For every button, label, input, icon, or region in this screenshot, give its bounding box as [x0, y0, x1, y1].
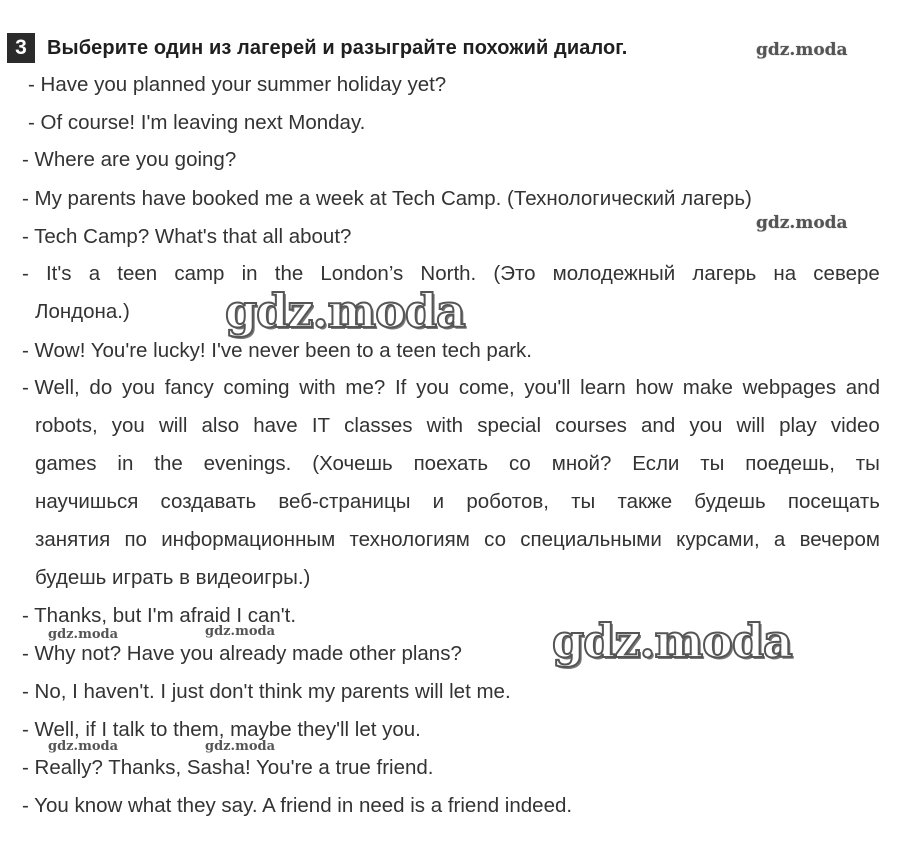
word: - Well, — [22, 376, 80, 399]
word: а — [773, 528, 786, 551]
dialogue-line-justified — [35, 490, 880, 514]
word: and — [845, 376, 880, 399]
word: camp — [174, 262, 225, 285]
word: you'll — [524, 376, 571, 399]
dialogue-line: - Where are you going? — [22, 148, 237, 171]
dialogue-line: - My parents have booked me a week at Tech Camp. (Технологический лагерь) — [22, 187, 752, 210]
dialogue-line-justified — [35, 452, 880, 476]
word: If — [394, 376, 407, 399]
word: with — [299, 376, 336, 399]
word: курсами, — [676, 528, 760, 551]
task-title: Выберите один из лагерей и разыграйте похожий диалог. — [47, 36, 628, 59]
word: веб-страницы — [278, 490, 411, 513]
word: also — [201, 414, 240, 437]
word: learn — [580, 376, 626, 399]
word: также — [617, 490, 673, 513]
word: занятия — [35, 528, 111, 551]
task-number-badge: 3 — [7, 33, 35, 63]
word: создавать — [160, 490, 257, 513]
dialogue-line: Лондона.) — [35, 300, 130, 323]
dialogue-line: - You know what they say. A friend in need is a friend indeed. — [22, 794, 573, 817]
word: Если — [632, 452, 680, 475]
word: you — [121, 376, 155, 399]
watermark: gdz.moda — [756, 213, 848, 233]
word: you — [689, 414, 723, 437]
dialogue-line: - Tech Camp? What's that all about? — [22, 225, 352, 248]
dialogue-line: - Thanks, but I'm afraid I can't. — [22, 604, 297, 627]
word: make — [682, 376, 733, 399]
word: и — [432, 490, 445, 513]
word: научишься — [35, 490, 139, 513]
word: special — [477, 414, 542, 437]
word: coming — [223, 376, 290, 399]
word: the — [274, 262, 304, 285]
dialogue-line: - Have you planned your summer holiday yet? — [28, 73, 447, 96]
watermark: gdz.moda — [225, 284, 465, 338]
word: IT — [311, 414, 331, 437]
word: со — [484, 528, 506, 551]
dialogue-line: - Wow! You're lucky! I've never been to a teen tech park. — [22, 339, 532, 362]
word: London’s — [320, 262, 404, 285]
dialogue-line: - Really? Thanks, Sasha! You're a true friend. — [22, 756, 434, 779]
dialogue-line: - Well, if I talk to them, maybe they'll let you. — [22, 718, 421, 741]
word: in — [117, 452, 134, 475]
word: на — [773, 262, 797, 285]
word: you — [416, 376, 450, 399]
watermark: gdz.moda — [48, 627, 119, 642]
word: поехать — [413, 452, 489, 475]
word: ты — [700, 452, 725, 475]
word: teen — [117, 262, 158, 285]
watermark: gdz.moda — [756, 40, 848, 60]
word: you — [111, 414, 145, 437]
word: and — [641, 414, 676, 437]
dialogue-line: - Of course! I'm leaving next Monday. — [28, 111, 366, 134]
word: fancy — [164, 376, 214, 399]
word: (Это — [493, 262, 536, 285]
word: evenings. — [203, 452, 292, 475]
watermark: gdz.moda — [552, 614, 792, 668]
dialogue-line: будешь играть в видеоигры.) — [35, 566, 311, 589]
watermark: gdz.moda — [48, 739, 119, 754]
task-header — [7, 31, 627, 65]
watermark: gdz.moda — [205, 739, 276, 754]
word: технологиям — [349, 528, 470, 551]
word: лагерь — [692, 262, 757, 285]
word: will — [736, 414, 765, 437]
word: ты — [855, 452, 880, 475]
word: play — [779, 414, 817, 437]
word: me? — [345, 376, 386, 399]
word: информационным — [161, 528, 336, 551]
word: webpages — [742, 376, 837, 399]
word: have — [253, 414, 298, 437]
word: classes — [344, 414, 413, 437]
dialogue-line: - Why not? Have you already made other plans? — [22, 642, 462, 665]
dialogue-line-justified — [35, 528, 880, 552]
word: North. — [420, 262, 477, 285]
word: robots, — [35, 414, 98, 437]
dialogue-line-justified — [35, 414, 880, 438]
word: games — [35, 452, 97, 475]
word: специальными — [520, 528, 662, 551]
word: мной? — [551, 452, 612, 475]
word: роботов, — [466, 490, 549, 513]
word: ты — [571, 490, 596, 513]
word: будешь — [694, 490, 766, 513]
word: will — [158, 414, 188, 437]
word: a — [88, 262, 101, 285]
word: come, — [458, 376, 515, 399]
word: with — [426, 414, 464, 437]
word: how — [635, 376, 674, 399]
word: courses — [555, 414, 627, 437]
word: It's — [45, 262, 72, 285]
word: do — [89, 376, 113, 399]
word: the — [154, 452, 183, 475]
dialogue-line-justified — [22, 376, 880, 400]
word: молодежный — [552, 262, 676, 285]
word: (Хочешь — [312, 452, 393, 475]
word: поедешь, — [745, 452, 835, 475]
word: - — [22, 262, 29, 285]
word: посещать — [787, 490, 880, 513]
word: севере — [813, 262, 880, 285]
word: вечером — [799, 528, 880, 551]
word: по — [124, 528, 147, 551]
dialogue-line: - No, I haven't. I just don't think my parents will let me. — [22, 680, 511, 703]
word: in — [241, 262, 258, 285]
dialogue-line-justified — [22, 262, 880, 286]
watermark: gdz.moda — [205, 624, 276, 639]
word: со — [508, 452, 531, 475]
word: video — [830, 414, 880, 437]
